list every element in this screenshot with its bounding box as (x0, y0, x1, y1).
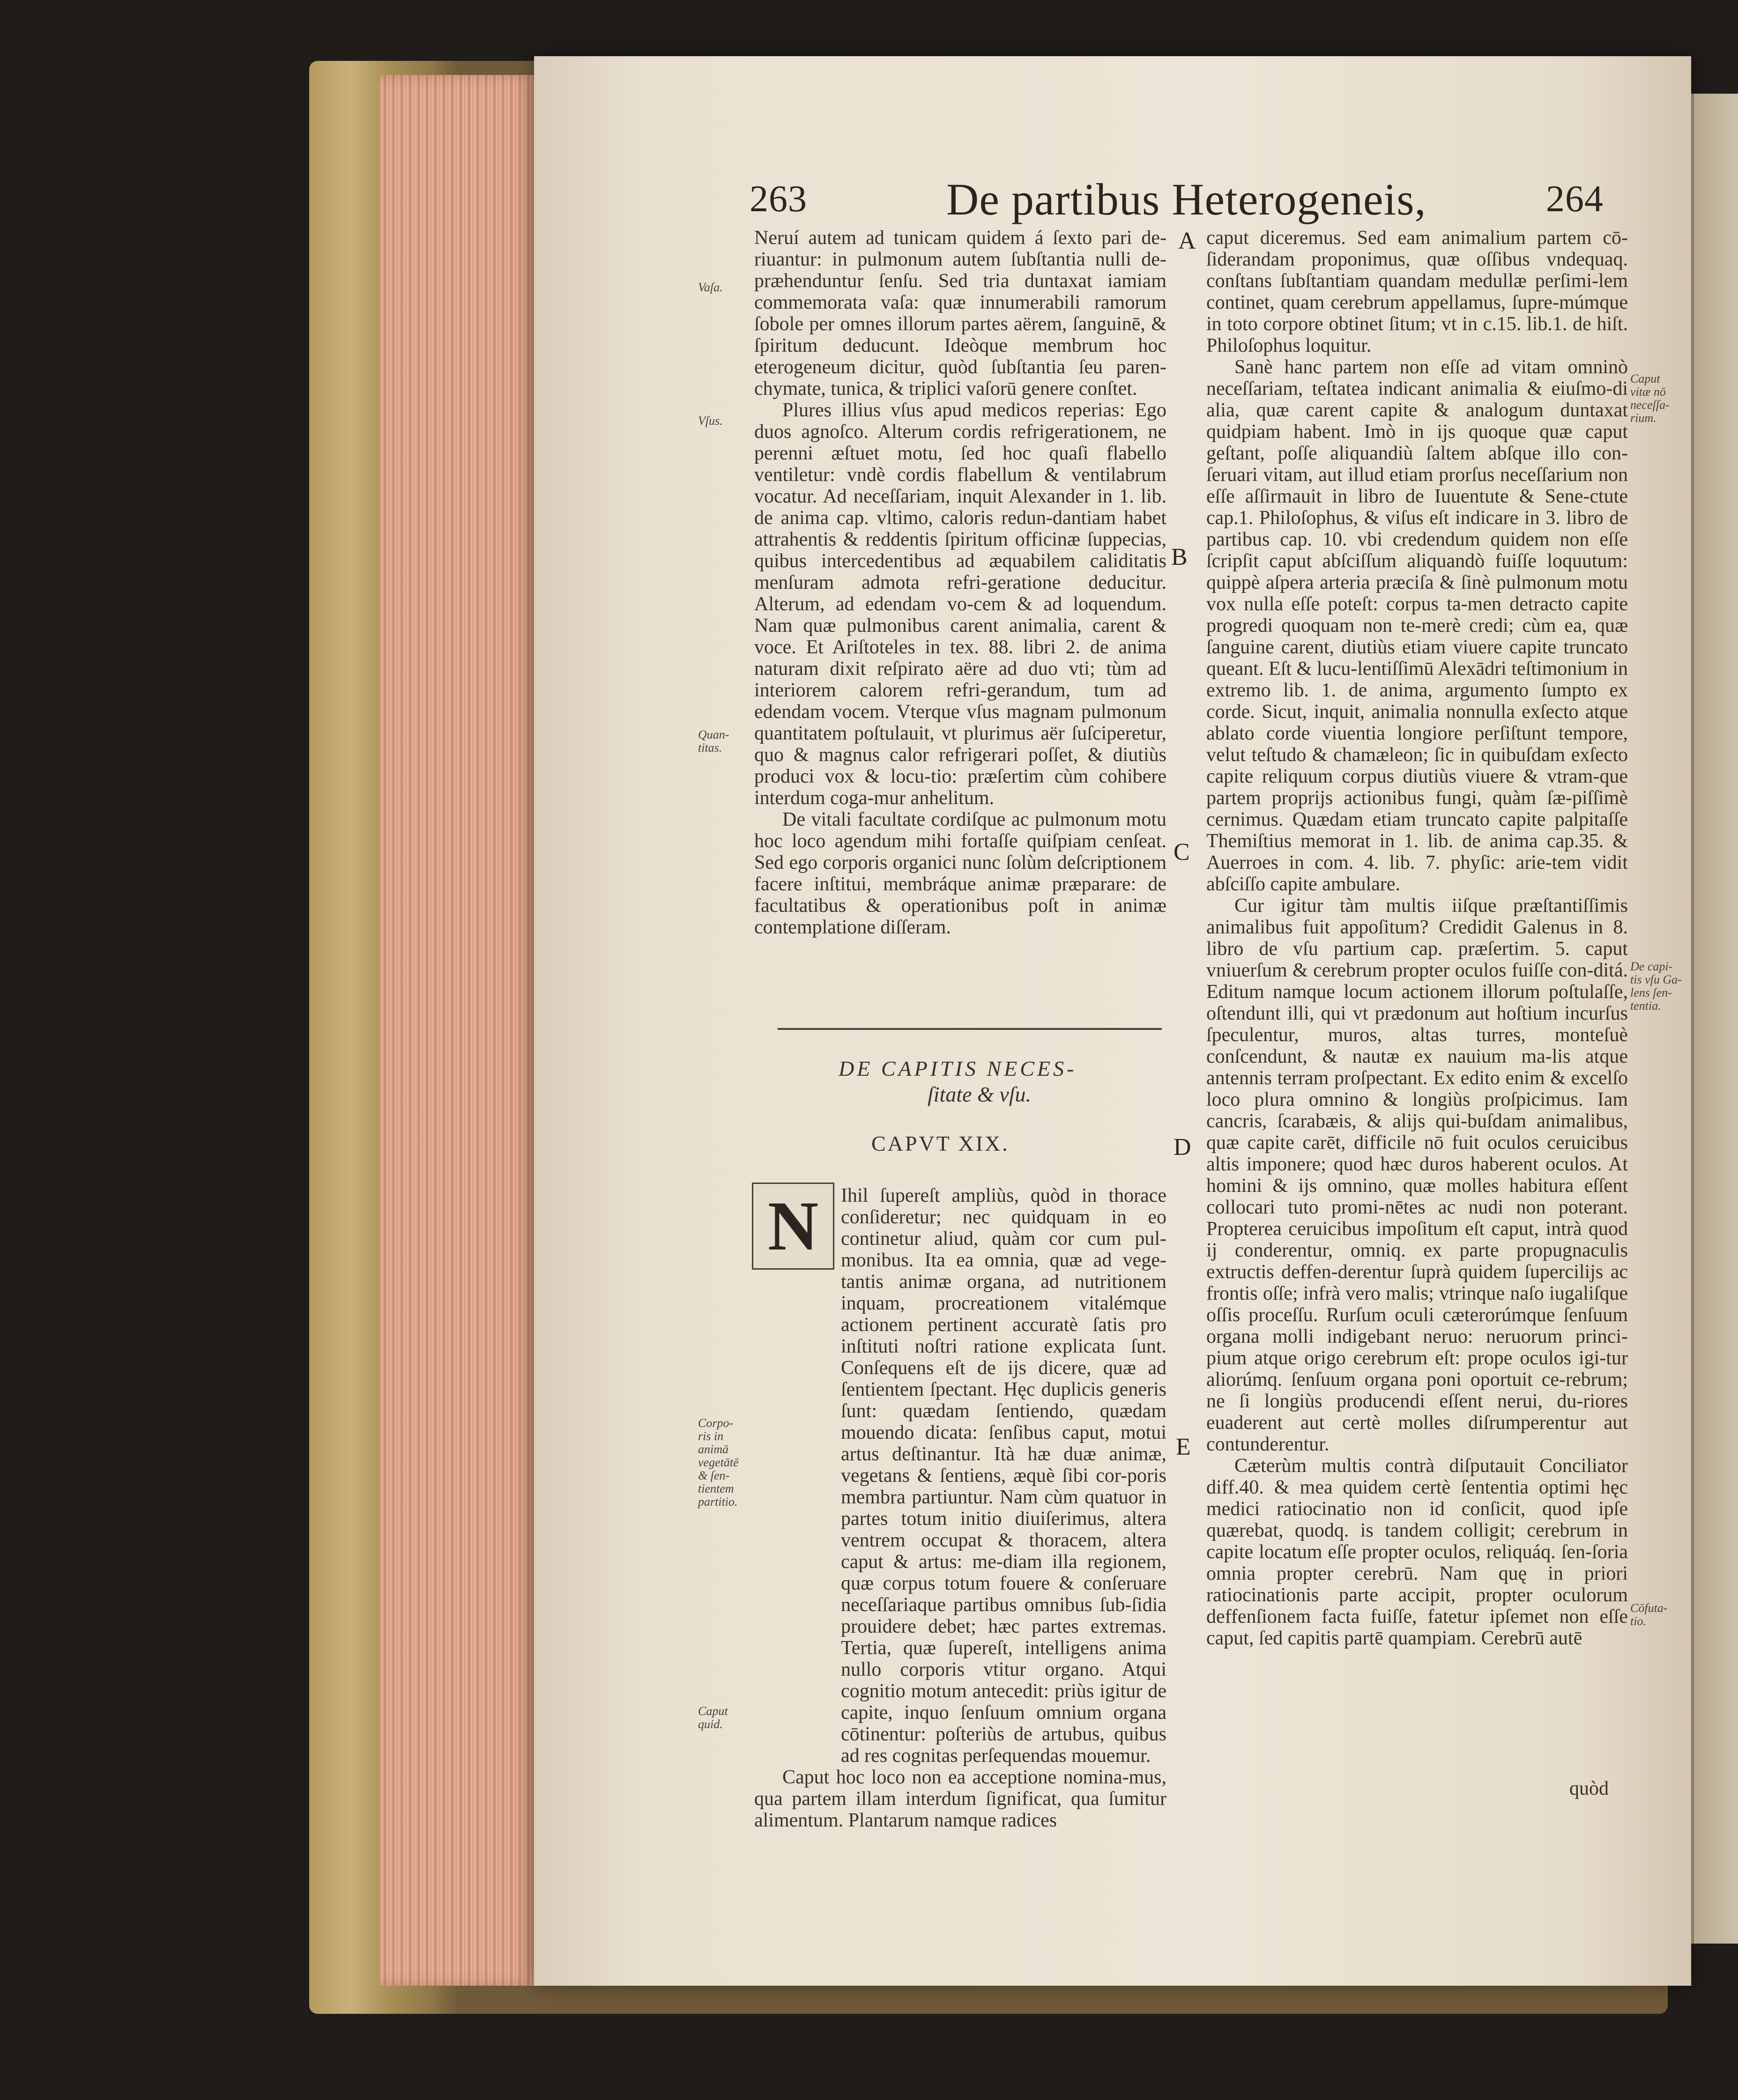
chapter-label: CAPVT XIX. (871, 1131, 1010, 1155)
margin-note-caput-quid: Caput quid. (698, 1704, 728, 1731)
paragraph: Neruí autem ad tunicam quidem á ſexto pari de-riuantur: in pulmonum autem ſubſtantia nulli de-præhenduntur ſenſu. Sed tria duntaxat iamiam commemorata vaſa: quæ innumerabili ramorum ſobole per omnes illorum partes aërem, ſanguinē, & ſpiritum deducunt. Ideòque membrum hoc eterogeneum dicitur, quòd ſubſtantia ſeu paren-chymate, tunica, & triplici vaſorū genere conſtet. (754, 227, 1166, 399)
margin-note-de-capitis: De capi-tis vſu Ga-lens ſen-tentia. (1630, 960, 1682, 1013)
section-letter-a: A (1178, 228, 1196, 254)
page-number-left: 263 (750, 178, 807, 220)
section-letter-c: C (1174, 839, 1190, 865)
running-title: De partibus Heterogeneis, (946, 174, 1426, 224)
paragraph: Caput hoc loco non ea acceptione nomina-mus, qua partem illam interdum ſignificat, qua ſumitur alimentum. Plantarum namque radices (754, 1767, 1166, 1831)
paragraph: caput diceremus. Sed eam animalium partem cō-ſiderandam proponimus, quæ oſſibus vndequaq. conſtans ſubſtantiam quandam medullæ perſimi-lem continet, quam cerebrum appellamus, ſupre-múmque in toto corpore obtinet ſitum; vt in c.15. lib.1. de hiſt. Philoſophus loquitur. (1206, 227, 1628, 356)
catchword: quòd (1569, 1778, 1609, 1799)
paragraph: Cæterùm multis contrà diſputauit Conciliator diff.40. & mea quidem certè ſententia optimi hęc medici ratiocinatio non id conſicit, quod ipſe quærebat, quodq. is tandem colligit; cerebrum in capite locatum eſſe propter oculos, reliquáq. ſen-ſoria omnia propter cerebrū. Nam quę in priori ratiocinationis parte accipit, propter oculorum deffenſionem facta fuiſſe, fatetur ipſemet non eſſe caput, ſed capitis partē quampiam. Cerebrū autē (1206, 1455, 1628, 1649)
section-letter-b: B (1171, 544, 1188, 570)
paragraph: Cur igitur tàm multis iiſque præſtantiſſimis animalibus fuit appoſitum? Credidit Galenus in 8. libro de vſu partium cap. præſertim. 5. caput vniuerſum & cerebrum propter oculos fuiſſe con-ditá. Editum namque locum actionem illorum poſtulaſſe, oſtendunt illi, qui vt prædonum aut hoſtium incurſus ſpeculentur, muros, altas turres, monteſuè conſcendunt, & nautæ ex nauium ma-lis atque antennis terram proſpectant. Ex edito enim & excelſo loco plura omnino & longiùs proſpicimus. Iam cancris, ſcarabæis, & alijs qui-buſdam animalibus, quæ capite carēt, difficile nō fuit oculos ceruicibus altis imponere; quod hæc duros haberent oculos. At homini & ijs omnino, quæ molles habitura eſſent collocari tuto promi-nētes ac nudi non poterant. Propterea ceruicibus impoſitum eſt caput, intrà quod ij conderentur, omniq. ex parte propugnaculis extructis deffen-derentur ſuprà quidem ſupercilijs ac frontis oſſe; infrà vero malis; vtrinque naſo iugaliſque oſſis proceſſu. Rurſum oculi cæterorúmque ſenſuum organa molli indigebant neruo: neruorum princi-pium atque origo cerebrum eſt: prope oculos igi-tur aliorúmq. ſenſuum organa poni oportuit ce-rebrum; ne ſi longiùs producendi eſſent nerui, du-riores euaderent aut certè molles diſrumperentur aut contunderentur. (1206, 895, 1628, 1455)
paragraph: Sanè hanc partem non eſſe ad vitam omninò neceſſariam, teſtatea indicant animalia & eiuſmo-di alia, quæ carent capite & analogum duntaxat quidpiam habent. Imò in ijs quoque quæ caput geſtant, poſſe aliquandiù ſaltem abſque illo con-ſeruari vitam, aut illud etiam prorſus neceſſarium non eſſe aſſirmauit in libro de Iuuentute & Sene-ctute cap.1. Philoſophus, & viſus eſt indicare in 3. libro de partibus cap. 10. vbi credendum quidem non eſſe ſcripſit caput abſciſſum aliquandò fuiſſe loquutum: quippè aſpera arteria præciſa & ſinè pulmonum motu vox nulla eſſe poteſt: corpus ta-men detracto capite progredi quoquam non te-merè credi; cùm ea, quæ ſanguine carent, diutiùs etiam viuere capite truncato queant. Eſt & lucu-lentiſſimū Alexādri teſtimonium in extremo lib. 1. de anima, argumento ſumpto ex corde. Sicut, inquit, animalia nonnulla exſecto atque ablato corde viuentia longiore perſiſtunt tempore, velut teſtudo & chamæleon; ſic in quibuſdam exſecto capite reliquum corpus diutiùs viuere & vtram-que partem proprijs actionibus fungi, quàm ſæ-piſſimè cernimus. Quædam etiam truncato capite palpitaſſe Themiſtius memorat in 1. lib. de anima cap.35. & Auerroes in com. 4. lib. 7. phyſic: arie-tem vidit abſciſſo capite ambulare. (1206, 356, 1628, 895)
chapter-title-line1: DE CAPITIS NECES- (839, 1057, 1077, 1080)
margin-note-confutatio: Cōfuta-tio. (1630, 1601, 1668, 1628)
facing-page-edge (1691, 94, 1738, 1944)
margin-note-quantitas: Quan-titas. (698, 728, 729, 754)
paragraph: Ihil ſupereſt ampliùs, quòd in thorace conſideretur; nec quidquam in eo continetur aliud, quàm cor cum pul-monibus. Ita ea omnia, quæ ad vege-tantis animæ organa, ad nutritionem inquam, procreationem vitalémque actionem pertinent accuratè ſatis pro inſtituti noſtri ratione explicata ſunt. Conſequens eſt de ijs dicere, quæ ad ſentientem ſpectant. Hęc duplicis generis ſunt: quædam ſentiendo, quædam mouendo dicata: ſenſibus caput, motui artus deſtinantur. Ità hæ duæ animæ, vegetans & ſentiens, æquè ſibi cor-poris membra partiuntur. Nam cùm quatuor in partes totum initio diuiſerimus, altera ventrem occupat & thoracem, altera caput & artus: me-diam illa regionem, quæ corpus totum fouere & conſeruare neceſſariaque partibus omnibus ſub-ſidia prouidere debet; hæc partes extremas. Tertia, quæ ſupereſt, intelligens anima nullo corporis vtitur organo. Atqui cognitio motum antecedit: priùs igitur de capite, inquo ſenſuum omnium organa cōtinentur: poſteriùs de artubus, quibus ad res cognitas perſequendas mouemur. (841, 1185, 1166, 1767)
chapter-title-line2: ſitate & vſu. (928, 1082, 1032, 1106)
margin-note-caput-vitae: Caput vitæ nō neceſſa-rium. (1630, 372, 1670, 425)
right-column (1206, 227, 1628, 1649)
decorated-initial: N (752, 1183, 834, 1270)
margin-note-corporis: Corpo-ris in animā vegetātē & ſen-tientem partitio. (698, 1416, 739, 1508)
left-column-bottom (754, 1185, 1166, 1831)
page-edges (379, 75, 539, 1986)
margin-note-vsus: Vſus. (698, 414, 723, 428)
section-letter-d: D (1174, 1134, 1191, 1161)
paragraph: Plures illius vſus apud medicos reperias: Ego duos agnoſco. Alterum cordis refrigerationem, ne perenni æſtuet motu, ſed hoc quaſi flabello ventiletur: vndè cordis flabellum & ventilabrum vocatur. Ad neceſſariam, inquit Alexander in 1. lib. de anima cap. vltimo, caloris redun-dantiam habet attrahentis & reddentis ſpiritum officinæ ſuppecias, quibus intercedentibus ad æquabilem caliditatis menſuram admota refri-geratione deducitur. Alterum, ad edendam vo-cem & ad loquendum. Nam quæ pulmonibus carent animalia, carent & voce. Et Ariſtoteles in tex. 88. libri 2. de anima naturam dixit reſpirato aëre ad duo vti; tùm ad interiorem calorem refri-gerandum, tum ad edendam vocem. Vterque vſus magnam pulmonum quantitatem poſtulauit, vt plurimus aër ſuſciperetur, quo & magnus calor refrigerari poſſet, & diutiùs produci vox & locu-tio: præſertim cùm cohibere interdum coga-mur anhelitum. (754, 399, 1166, 809)
section-letter-e: E (1176, 1434, 1191, 1460)
chapter-divider (778, 1028, 1162, 1030)
page-number-right: 264 (1546, 178, 1604, 220)
left-column-top (754, 227, 1166, 938)
margin-note-vasa: Vaſa. (698, 281, 723, 294)
paragraph: De vitali facultate cordiſque ac pulmonum motu hoc loco agendum mihi fortaſſe quiſpiam cenſeat. Sed ego corporis organici nunc ſolùm deſcriptionem facere inſtitui, membráque animæ præparare: de facultatibus & operationibus poſt in animæ contemplatione diſſeram. (754, 809, 1166, 938)
